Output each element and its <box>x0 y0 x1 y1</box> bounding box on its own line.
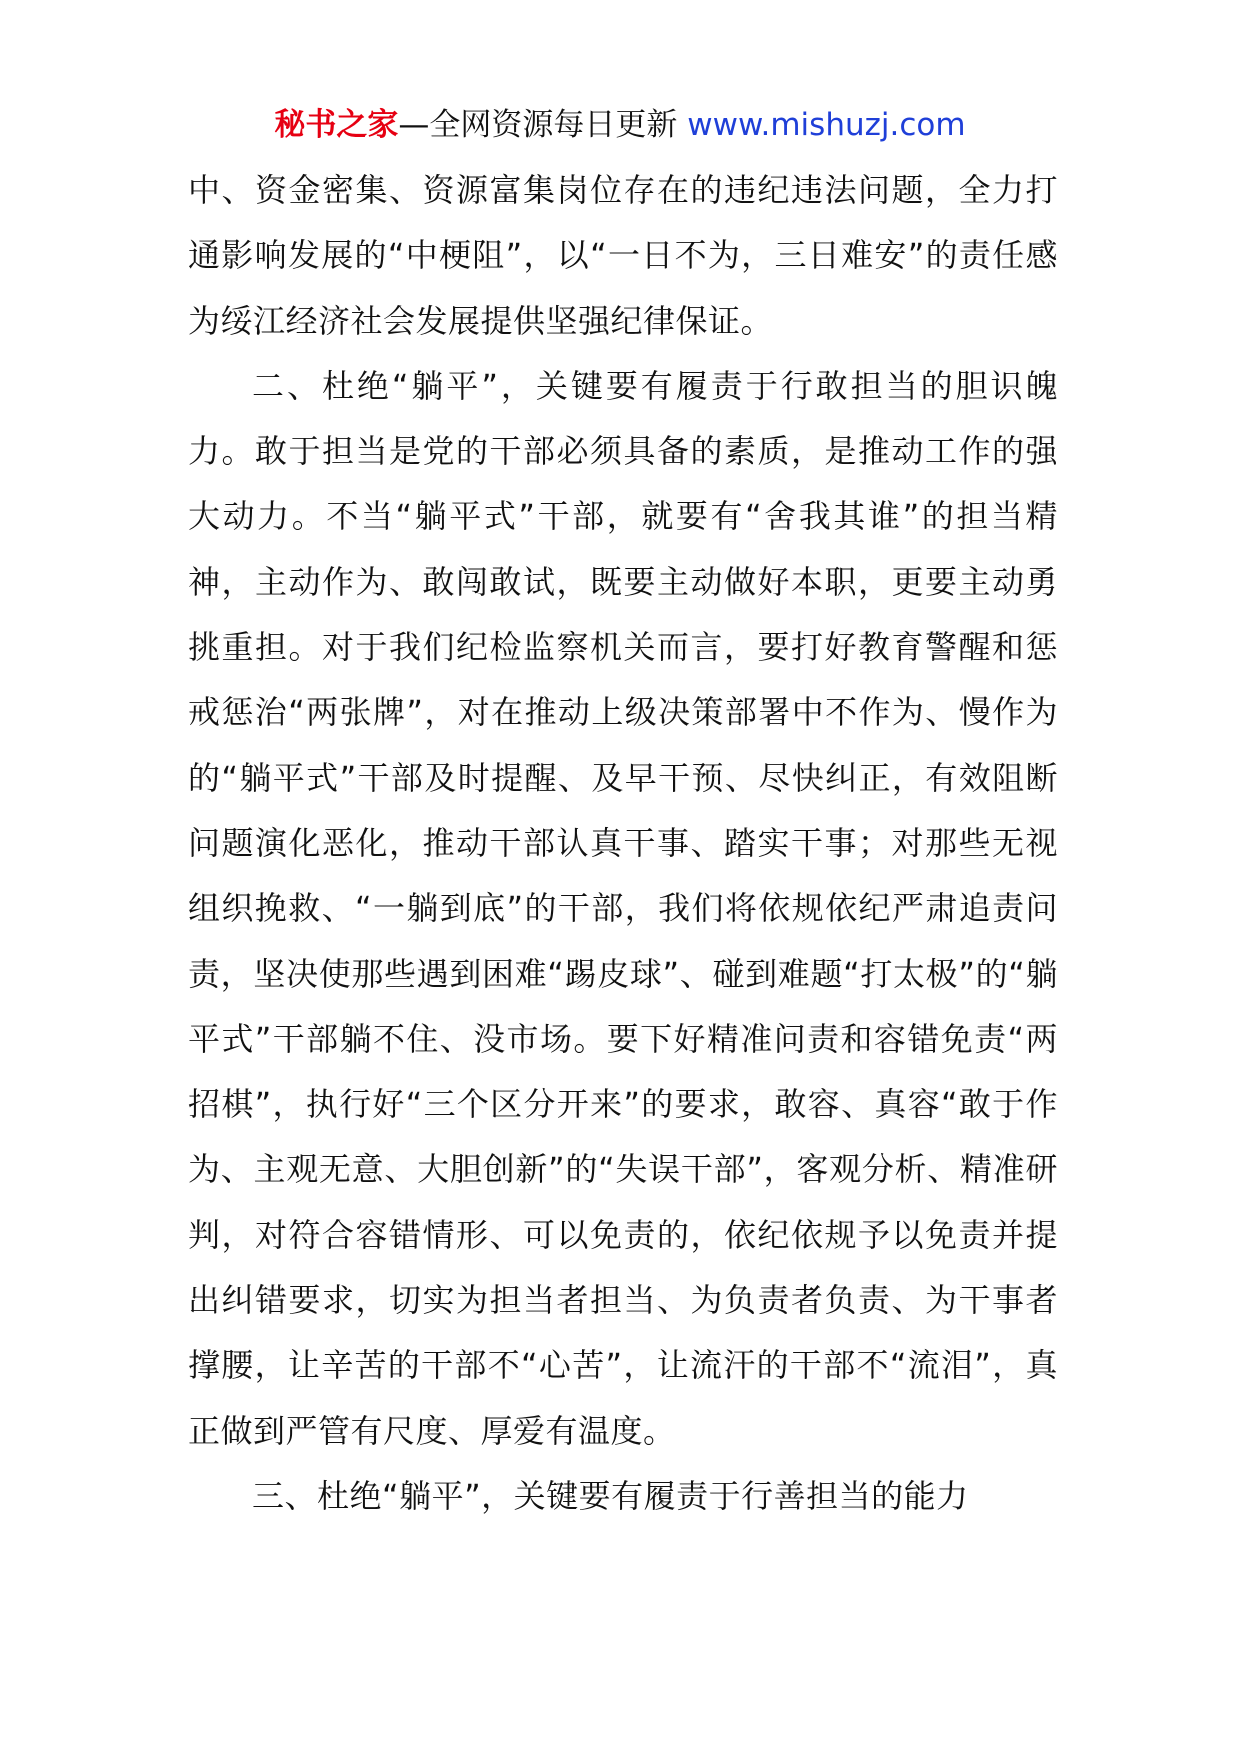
page-header <box>0 104 1240 146</box>
paragraph-section-two: 二、杜绝“躺平”，关键要有履责于行敢担当的胆识魄力。敢于担当是党的干部必须具备的素质，是推动工作的强大动力。不当“躺平式”干部，就要有“舍我其谁”的担当精神，主动作为、敢闯敢试，既要主动做好本职，更要主动勇挑重担。对于我们纪检监察机关而言，要打好教育警醒和惩戒惩治“两张牌”，对在推动上级决策部署中不作为、慢作为的“躺平式”干部及时提醒、及早干预、尽快纠正，有效阻断问题演化恶化，推动干部认真干事、踏实干事；对那些无视组织挽救、“一躺到底”的干部，我们将依规依纪严肃追责问责，坚决使那些遇到困难“踢皮球”、碰到难题“打太极”的“躺平式”干部躺不住、没市场。要下好精准问责和容错免责“两招棋”，执行好“三个区分开来”的要求，敢容、真容“敢于作为、主观无意、大胆创新”的“失误干部”，客观分析、精准研判，对符合容错情形、可以免责的，依纪依规予以免责并提出纠错要求，切实为担当者担当、为负责者负责、为干事者撑腰，让辛苦的干部不“心苦”，让流汗的干部不“流泪”，真正做到严管有尺度、厚爱有温度。 <box>188 366 1058 1450</box>
document-body <box>188 158 1058 1529</box>
paragraph-section-three: 三、杜绝“躺平”，关键要有履责于行善担当的能力 <box>252 1476 969 1515</box>
site-tagline: —全网资源每日更新 <box>398 107 688 143</box>
site-brand: 秘书之家 <box>274 107 399 143</box>
paragraph-continuation: 中、资金密集、资源富集岗位存在的违纪违法问题，全力打通影响发展的“中梗阻”，以“一日不为，三日难安”的责任感为绥江经济社会发展提供坚强纪律保证。 <box>188 171 1058 340</box>
site-url[interactable]: www.mishuzj.com <box>687 107 966 143</box>
